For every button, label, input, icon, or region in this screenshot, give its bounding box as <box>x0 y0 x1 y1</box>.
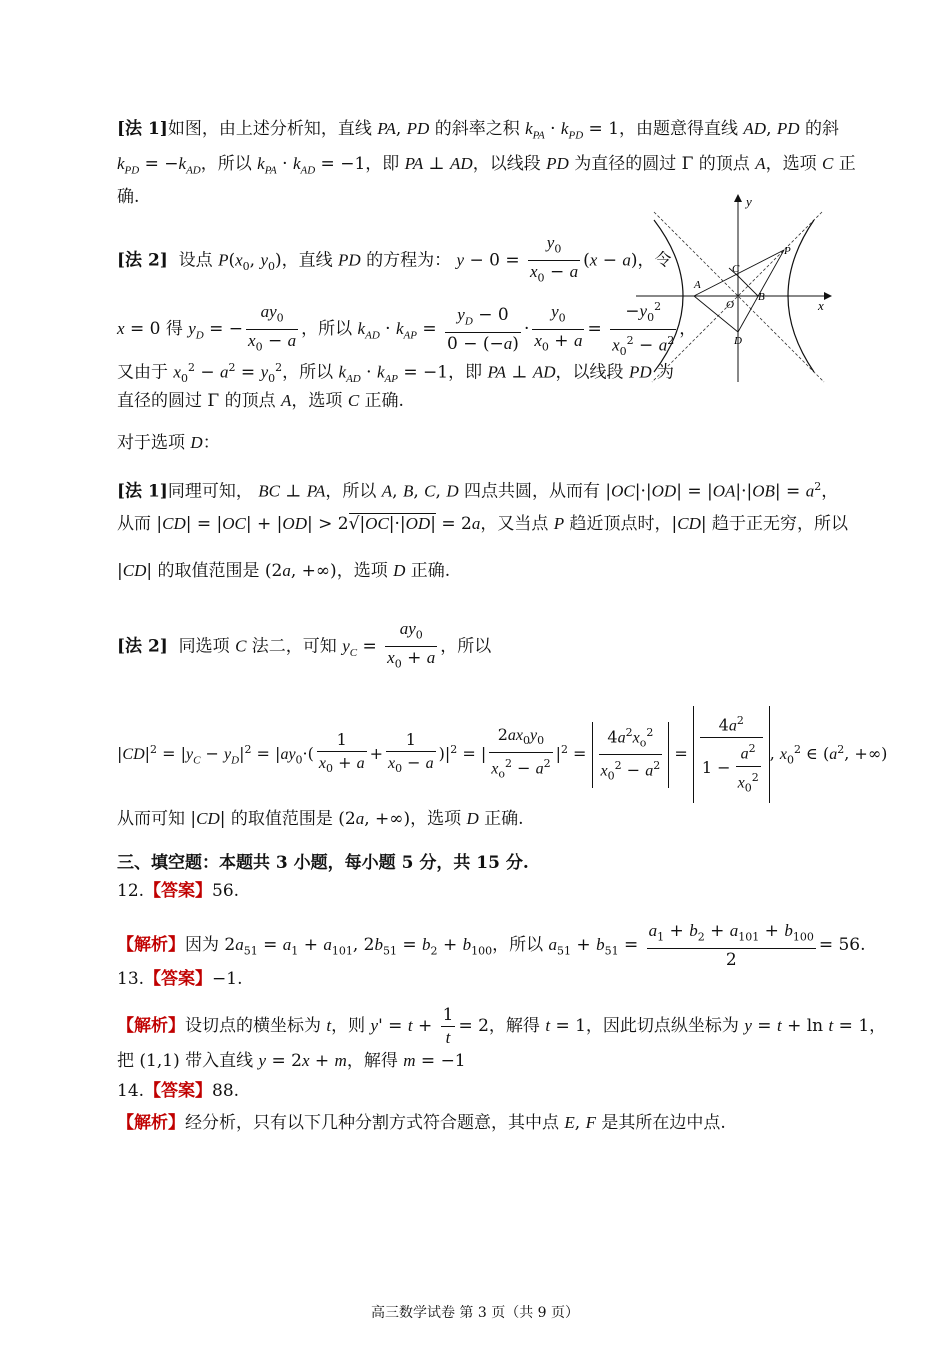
line-13: $|CD|^2 = |y_C - y_D|^2 = |ay_0\cdot$( $\frac{1}{x_0 + a}$ + $\frac{1}{x_0 - a}$ )$|^2$ = | $\frac{2ax_0y_0}{x_o^2 - a^2}$ $|^2$ = $\frac{4a^2x_o^2}{x_0^2 - a^2}$ = $4a^2$ 1 − $\frac{a^2}{x_0^2}$ , $x_0^2$ ∈ ($a^2$, +∞) <box>117 706 887 803</box>
line-10: 从而 |CD| = |OC| + |OD| > 2√|OC|·|OD| = 2a，又当点 P 趋近顶点时，|CD| 趋于正无穷，所以 <box>117 514 849 534</box>
line-8: 对于选项 D： <box>117 433 220 453</box>
y-axis-arrow <box>734 194 742 202</box>
analysis-13-cont: 把 (1,1) 带入直线 y = 2x + m，解得 m = −1 <box>117 1051 466 1071</box>
line-9: [法 1]同理可知， BC ⊥ PA，所以 A, B, C, D 四点共圆，从而有 $|OC|\cdot|OD| = |OA|\cdot|OB| = a^2$， <box>117 480 839 502</box>
line-BC <box>738 276 758 296</box>
x-axis-arrow <box>824 292 832 300</box>
asymptote <box>654 212 824 382</box>
line-2: $k_{PD} = -k_{AD}$，所以 $k_{PA} \cdot k_{AD} = -1$，即 PA ⊥ AD，以线段 PD 为直径的圆过 Γ 的顶点 A，选项 C 正 <box>117 154 856 177</box>
label-D: D <box>734 335 742 347</box>
line-6: 又由于 $x_0^2 - a^2 = y_0^2$，所以 $k_{AD} \cdot k_{AP} = -1$，即 PA ⊥ AD，以线段 PD 为 <box>117 361 675 386</box>
answer-13: 13.【答案】−1. <box>117 969 243 989</box>
label-P: P <box>784 245 791 257</box>
answer-14: 14.【答案】88. <box>117 1081 240 1101</box>
label-y: y <box>746 194 752 209</box>
label-x: x <box>818 298 824 313</box>
line-7: 直径的圆过 Γ 的顶点 A，选项 C 正确. <box>117 391 404 411</box>
line-1: [法 1]如图，由上述分析知，直线 PA, PD 的斜率之积 $k_{PA} \cdot k_{PD} = 1$，由题意得直线 AD, PD 的斜 <box>117 119 839 142</box>
analysis-14: 【解析】经分析，只有以下几种分割方式符合题意，其中点 E, F 是其所在边中点. <box>117 1113 726 1133</box>
answer-12: 12.【答案】56. <box>117 881 240 901</box>
section-heading: 三、填空题：本题共 3 小题，每小题 5 分，共 15 分. <box>117 853 529 873</box>
analysis-12: 【解析】因为 $2a_{51} = a_1 + a_{101}$, $2b_{51} = b_2 + b_{100}$，所以 $a_{51} + b_{51}$ = $\frac{a_1 + b_2 + a_{101} + b_{100}}{2}$ = 56. <box>117 921 866 971</box>
line-3: 确. <box>117 187 140 207</box>
hyperbola-figure <box>634 192 834 384</box>
label-A: A <box>694 279 701 291</box>
label-B: B <box>758 291 765 303</box>
page-footer: 高三数学试卷 第 3 页（共 9 页） <box>370 1305 580 1321</box>
line-4: [法 2] 设点 $P(x_0$, $y_0$)，直线 PD 的方程为： y − 0 = $\frac{y_0}{x_0 - a}$ (x − a)，令 <box>117 233 672 285</box>
line-12: [法 2] 同选项 C 法二，可知 $y_C$ = $\frac{ay_0}{x_0 + a}$ ，所以 <box>117 619 492 671</box>
line-5: x = 0 得 $y_D$ = − $\frac{ay_0}{x_0 - a}$ ，所以 $k_{AD} \cdot k_{AP}$ = $\frac{y_D - 0}{0 - (-a)}$ · $\frac{y_0}{x_0 + a}$ = $\frac{-y_0^2}{x_0^2 - a^2}$ ， <box>117 296 696 363</box>
analysis-13: 【解析】设切点的横坐标为 t，则 y' = t + $\frac{1}{t}$ = 2，解得 t = 1，因此切点纵坐标为 y = t + ln t = 1， <box>117 1005 887 1047</box>
label-O: O <box>726 299 734 311</box>
line-11: |CD| 的取值范围是 (2a, +∞)，选项 D 正确. <box>117 561 451 581</box>
label-C: C <box>732 263 740 275</box>
asymptote <box>652 212 822 382</box>
line-14: 从而可知 |CD| 的取值范围是 (2a, +∞)，选项 D 正确. <box>117 809 524 829</box>
